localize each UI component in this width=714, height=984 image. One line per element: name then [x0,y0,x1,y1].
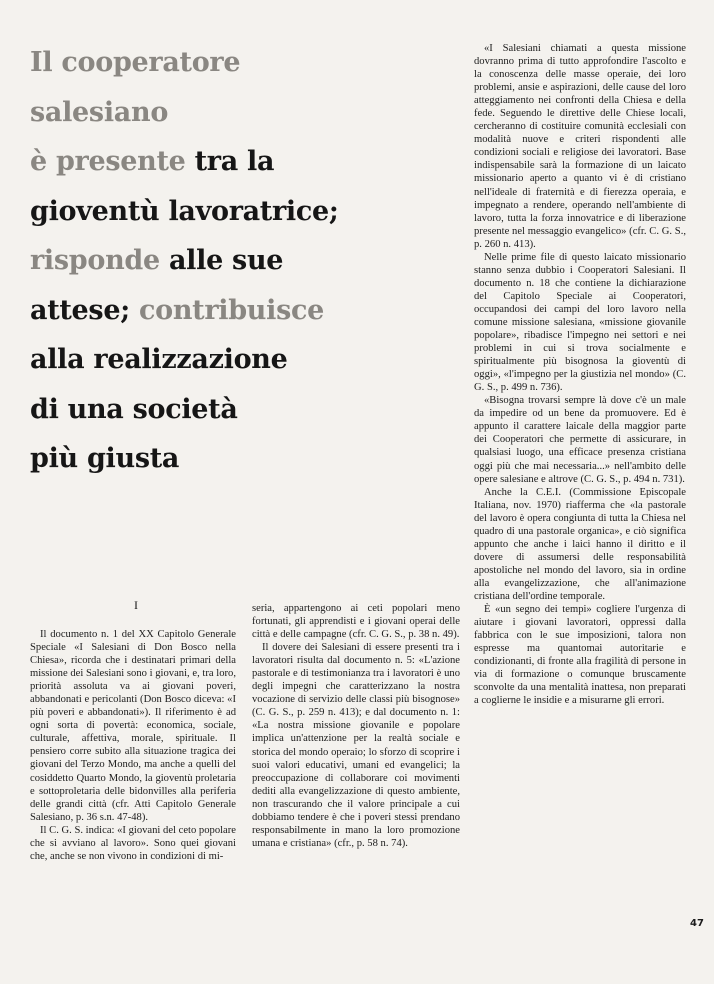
paragraph: Anche la C.E.I. (Commissione Episcopale Italiana, nov. 1970) riafferma che «la pastorale del lavoro è opera congiunta di tutta la Chiesa nel quadro di una pastorale organica», e ciò significa appunto che anche i laici hanno il diritto e il dovere di assumersi delle responsabilità apostoliche nel mondo del lavoro, sia in ordine alla evangelizzazione, che all'animazione cristiana dell'ordine temporale. [474,486,686,602]
article-title [30,38,450,484]
title-text: tra la [185,146,275,177]
title-line [30,187,450,237]
title-line [30,286,450,336]
title-line [30,434,450,484]
title-highlight-text: è presente [30,146,186,177]
title-line [30,38,450,88]
paragraph: «I Salesiani chiamati a questa missione dovranno prima di tutto approfondire l'ascolto e la conoscenza delle masse operaie, dei loro problemi, ansie e aspirazioni, delle cause del loro atteggiamento nei confronti della Chiesa e della fede. Seguendo le direttive delle Chiese locali, cercheranno di costituire comunità ecclesiali con modalità nuove e criteri rispondenti alle condizioni sociali e religiose dei lavoratori. Base indispensabile sarà la formazione di un laicato missionario aperto a quanto vi è di cristiano nell'ideale di fraternità e di fierezza operaia, e impegnato a rendere, operando nell'ambiente di lavoro, tutta la forza innovatrice e di liberazione presente nel messaggio evangelico» (cfr. C. G. S., p. 260 n. 413). [474,43,686,250]
title-highlight-text: risponde [30,245,160,276]
title-line [30,385,450,435]
title-line [30,137,450,187]
text-column-left [30,628,236,863]
title-highlight-text: contribuisce [138,294,324,326]
paragraph: Nelle prime file di questo laicato missionario stanno senza dubbio i Cooperatori Salesiani. Il documento n. 18 che contiene la dichiarazione del Capitolo Speciale ai Cooperatori, occupandosi dei campi del loro lavoro nella comune missione salesiana, «missione giovanile popolare», ribadisce l'impegno nei settori e nei problemi in cui si trova socialmente e spiritualmente più bisognosa la gioventù di oggi», «l'impegno per la giustizia nel mondo» (C. G. S., p. 499 n. 736). [474,251,686,394]
text-column-right [474,42,686,707]
paragraph: seria, appartengono ai ceti popolari meno fortunati, gli apprendisti e i giovani operai delle città e delle campagne (cfr. C. G. S., p. 38 n. 49). [252,603,460,641]
title-text: di una società [30,393,238,425]
title-highlight-text: salesiano [30,96,169,128]
title-line [30,88,450,138]
paragraph: Il documento n. 1 del XX Capitolo Generale Speciale «I Salesiani di Don Bosco nella Chiesa», ricorda che i destinatari primari della missione dei Salesiani sono i giovani, e, tra loro, priorità assoluta va ai giovani poveri, abbandonati e pericolanti (Don Bosco diceva: «I più poveri e abbandonati»). Il riferimento è ad ogni sorta di povertà: economica, sociale, culturale, affettiva, morale, spirituale. Il pensiero corre subito alla situazione tragica dei giovani del Terzo Mondo, ma anche a quelli del cosiddetto Quarto Mondo, la gioventù proletaria e sottoproletaria delle bidonvilles alla periferia delle grandi città (cfr. Atti Capitolo Generale Salesiano, p. 36 s.n. 47-48). [30,629,236,823]
paragraph: Il C. G. S. indica: «I giovani del ceto popolare che si avviano al lavoro». Sono quei giovani che, anche se non vivono in condizioni di mi- [30,824,236,862]
page-number: 47 [690,918,704,929]
title-text: più giusta [30,443,180,474]
paragraph: È «un segno dei tempi» cogliere l'urgenza di aiutare i giovani lavoratori, oppressi dalla fabbrica con le sue imposizioni, talora non espresse ma quantomai autoritarie e condizionanti, di fronte alla fragilità di persone in via di formazione o comunque bruscamente sconvolte da una mentalità inattesa, non preparati a coglierne le insidie e a misurarne gli errori. [474,604,686,707]
text-column-middle [252,602,460,850]
title-text: alla realizzazione [30,344,288,375]
title-highlight-text: Il cooperatore [30,47,241,78]
title-line [30,236,450,286]
section-number: I [134,598,138,612]
paragraph: «Bisogna trovarsi sempre là dove c'è un male da impedire od un bene da promuovere. Ed è appunto il carattere laicale della maggior parte dei Cooperatori che permette di assicurare, in qualsiasi luogo, una efficace presenza cristiana oggi più che mai necessaria...» nell'ambito delle opere salesiane e altrove (C. G. S., p. 494 n. 731). [474,395,686,485]
paragraph: Il dovere dei Salesiani di essere presenti tra i lavoratori risulta dal documento n. 5: «L'azione pastorale e di testimonianza tra i lavoratori è uno degli impegni che caratterizzano la nostra vocazione di servizio delle classi più bisognose» (C. G. S., p. 259 n. 413); e dal documento n. 1: «La nostra missione giovanile e popolare implica un'attenzione per la realtà sociale e storica del mondo operaio; lo sforzo di scoprire i suoi valori educativi, umani ed evangelici; la preoccupazione di collaborare coi movimenti dediti alla evangelizzazione di questo ambiente, non trascurando che il valore principale a cui dobbiamo tendere è che i poveri stessi prendano responsabilmente in mano la loro promozione umana e cristiana» (cfr., p. 58 n. 74). [252,642,460,849]
title-text: gioventù lavoratrice; [30,195,339,227]
title-text: alle sue [159,245,284,276]
title-text: attese; [30,294,139,326]
title-line [30,335,450,385]
